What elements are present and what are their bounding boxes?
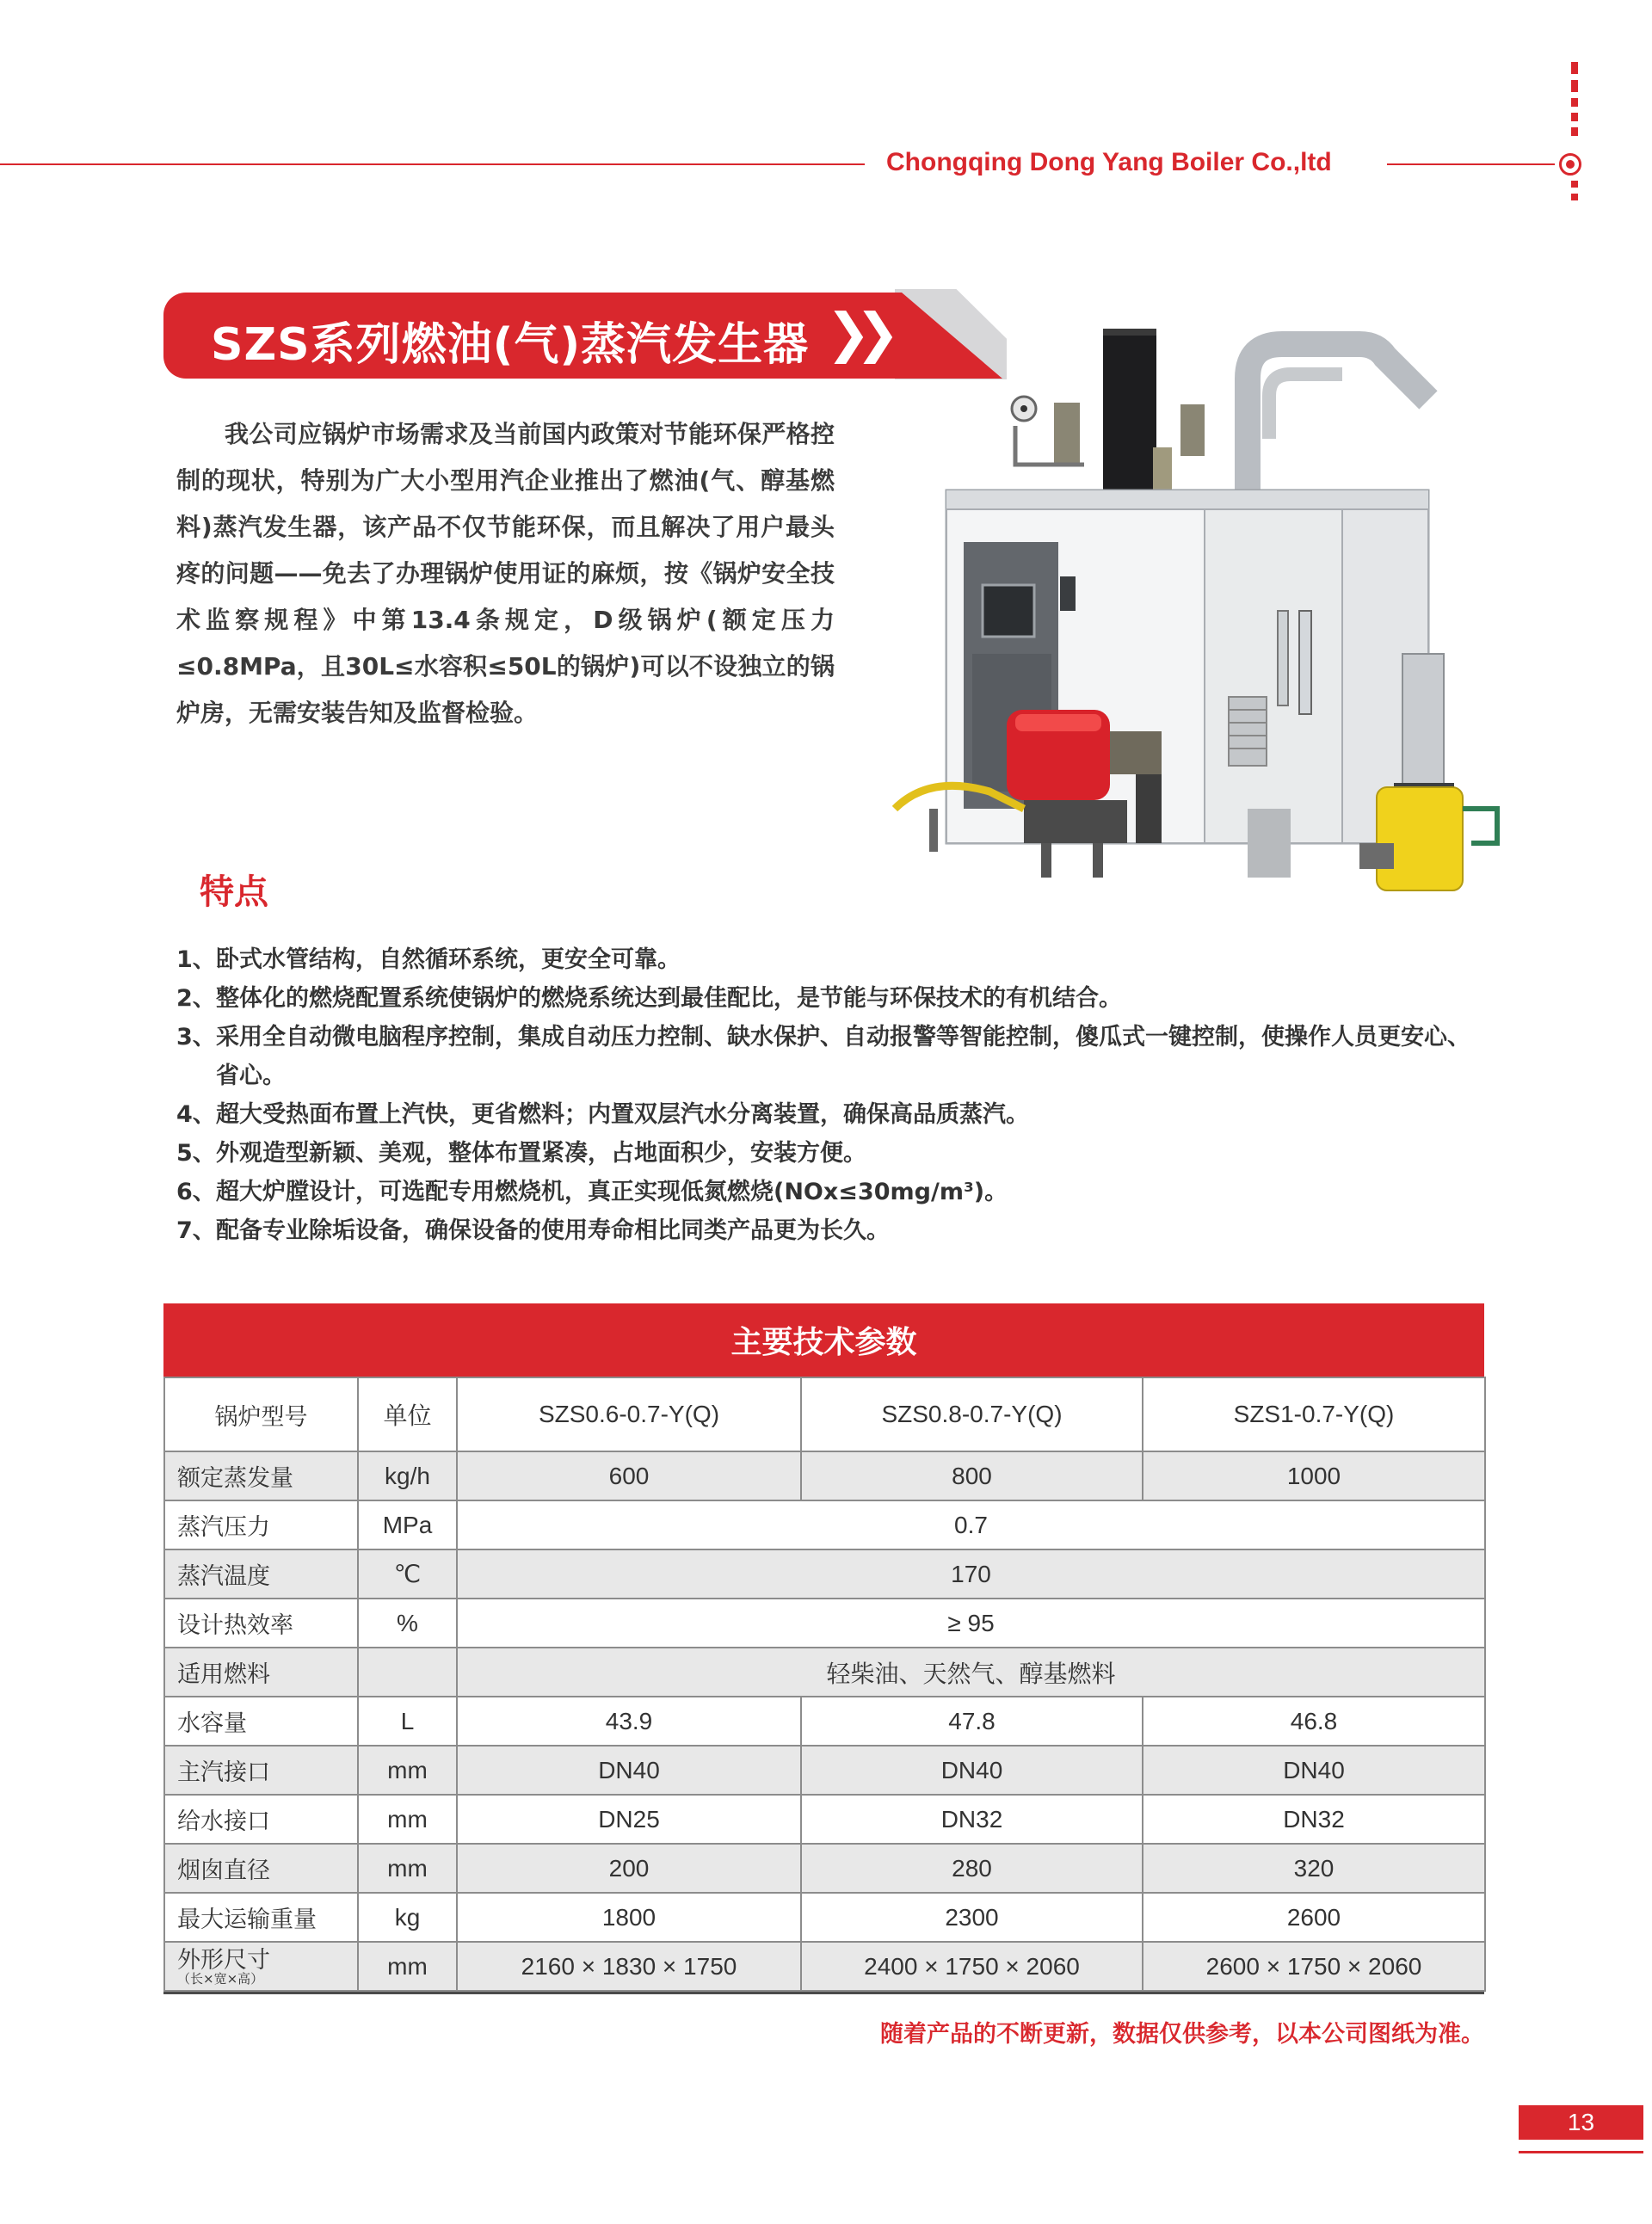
row-label: 最大运输重量 xyxy=(164,1893,358,1942)
list-item-text: 整体化的燃烧配置系统使锅炉的燃烧系统达到最佳配比，是节能与环保技术的有机结合。 xyxy=(216,985,1122,1012)
row-value: 43.9 xyxy=(457,1697,801,1746)
target-icon xyxy=(1559,153,1581,176)
row-value: 2600 xyxy=(1143,1893,1485,1942)
row-unit: mm xyxy=(358,1942,457,1991)
row-value: 2160 × 1830 × 1750 xyxy=(457,1942,801,1991)
list-item-number: 6、 xyxy=(176,1179,216,1205)
row-value: DN32 xyxy=(801,1795,1143,1844)
spec-table xyxy=(163,1303,1484,1994)
list-item-text: 采用全自动微电脑程序控制，集成自动压力控制、缺水保护、自动报警等智能控制，傻瓜式一键控制，使操作人员更安心、省心。 xyxy=(216,1024,1470,1089)
row-label-sub: （长×宽×高） xyxy=(177,1970,264,1987)
header-cell-model: 锅炉型号 xyxy=(164,1377,358,1451)
list-item xyxy=(176,1211,1484,1250)
row-value: 1000 xyxy=(1143,1451,1485,1500)
header-decoration-dots xyxy=(1571,181,1578,206)
list-item-text: 超大炉膛设计，可选配专用燃烧机，真正实现低氮燃烧(NOx≤30mg/m³)。 xyxy=(216,1179,1008,1205)
row-unit: mm xyxy=(358,1795,457,1844)
list-item-number: 1、 xyxy=(176,946,216,973)
list-item-number: 5、 xyxy=(176,1140,216,1167)
row-unit xyxy=(358,1648,457,1697)
table-row xyxy=(164,1451,1485,1500)
row-label xyxy=(164,1942,358,1991)
table-row xyxy=(164,1893,1485,1942)
header-cell-unit: 单位 xyxy=(358,1377,457,1451)
company-name: Chongqing Dong Yang Boiler Co.,ltd xyxy=(886,148,1332,176)
table-row xyxy=(164,1500,1485,1549)
row-unit: ℃ xyxy=(358,1549,457,1599)
row-unit: % xyxy=(358,1599,457,1648)
header-decoration-bars xyxy=(1571,62,1578,142)
table-bottom-rule xyxy=(163,1992,1484,1994)
list-item-text: 配备专业除垢设备，确保设备的使用寿命相比同类产品更为长久。 xyxy=(216,1217,890,1244)
list-item-text: 卧式水管结构，自然循环系统，更安全可靠。 xyxy=(216,946,681,973)
row-label: 烟囱直径 xyxy=(164,1844,358,1893)
table-row xyxy=(164,1697,1485,1746)
row-value: DN25 xyxy=(457,1795,801,1844)
row-value: DN40 xyxy=(1143,1746,1485,1795)
table-row xyxy=(164,1648,1485,1697)
row-unit: MPa xyxy=(358,1500,457,1549)
list-item-number: 7、 xyxy=(176,1217,216,1244)
list-item-text: 外观造型新颖、美观，整体布置紧凑，占地面积少，安装方便。 xyxy=(216,1140,866,1167)
row-unit: kg/h xyxy=(358,1451,457,1500)
page-number-rule xyxy=(1519,2151,1643,2153)
header-rule-left xyxy=(0,163,865,165)
list-item-number: 2、 xyxy=(176,985,216,1012)
header-cell-model-1: SZS0.6-0.7-Y(Q) xyxy=(457,1377,801,1451)
list-item xyxy=(176,1134,1484,1173)
list-item-number: 4、 xyxy=(176,1101,216,1128)
row-unit: mm xyxy=(358,1844,457,1893)
table-row xyxy=(164,1549,1485,1599)
features-title: 特点 xyxy=(200,872,268,912)
row-label: 水容量 xyxy=(164,1697,358,1746)
row-merged-value: 轻柴油、天然气、醇基燃料 xyxy=(457,1648,1485,1697)
spec-table-title: 主要技术参数 xyxy=(163,1303,1484,1377)
row-value: DN40 xyxy=(457,1746,801,1795)
list-item xyxy=(176,1173,1484,1211)
row-value: 2300 xyxy=(801,1893,1143,1942)
row-value: 320 xyxy=(1143,1844,1485,1893)
page-number: 13 xyxy=(1519,2105,1643,2140)
list-item-number: 3、 xyxy=(176,1024,216,1050)
row-merged-value: ≥ 95 xyxy=(457,1599,1485,1648)
header-cell-model-2: SZS0.8-0.7-Y(Q) xyxy=(801,1377,1143,1451)
steam-generator-illustration xyxy=(878,327,1506,903)
row-label: 主汽接口 xyxy=(164,1746,358,1795)
table-row xyxy=(164,1746,1485,1795)
row-label: 适用燃料 xyxy=(164,1648,358,1697)
list-item xyxy=(176,1095,1484,1134)
row-value: 47.8 xyxy=(801,1697,1143,1746)
table-row xyxy=(164,1942,1485,1991)
row-label: 设计热效率 xyxy=(164,1599,358,1648)
row-label: 给水接口 xyxy=(164,1795,358,1844)
row-value: 1800 xyxy=(457,1893,801,1942)
table-row xyxy=(164,1844,1485,1893)
list-item xyxy=(176,940,1484,979)
row-unit: mm xyxy=(358,1746,457,1795)
row-value: 800 xyxy=(801,1451,1143,1500)
features-list xyxy=(176,940,1484,1250)
spec-table-grid xyxy=(163,1377,1486,1992)
list-item xyxy=(176,979,1484,1018)
row-label: 蒸汽温度 xyxy=(164,1549,358,1599)
table-row xyxy=(164,1599,1485,1648)
row-value: 2600 × 1750 × 2060 xyxy=(1143,1942,1485,1991)
row-merged-value: 170 xyxy=(457,1549,1485,1599)
list-item-text: 超大受热面布置上汽快，更省燃料；内置双层汽水分离装置，确保高品质蒸汽。 xyxy=(216,1101,1029,1128)
row-unit: kg xyxy=(358,1893,457,1942)
double-chevron-icon: ❯❯ xyxy=(826,301,885,364)
list-item xyxy=(176,1018,1484,1095)
row-label: 蒸汽压力 xyxy=(164,1500,358,1549)
row-unit: L xyxy=(358,1697,457,1746)
disclaimer-note: 随着产品的不断更新，数据仅供参考，以本公司图纸为准。 xyxy=(880,2021,1484,2048)
row-label: 额定蒸发量 xyxy=(164,1451,358,1500)
row-value: 200 xyxy=(457,1844,801,1893)
header-rule-right xyxy=(1387,163,1555,165)
page-title: SZS系列燃油(气)蒸汽发生器 xyxy=(211,319,810,371)
row-label-main: 外形尺寸 xyxy=(177,1946,270,1974)
row-value: DN40 xyxy=(801,1746,1143,1795)
row-value: DN32 xyxy=(1143,1795,1485,1844)
row-value: 2400 × 1750 × 2060 xyxy=(801,1942,1143,1991)
intro-paragraph: 我公司应锅炉市场需求及当前国内政策对节能环保严格控制的现状，特别为广大小型用汽企业推出了燃油(气、醇基燃料)蒸汽发生器，该产品不仅节能环保，而且解决了用户最头疼的问题——免去了办理锅炉使用证的麻烦，按《锅炉安全技术监察规程》中第13.4条规定，D级锅炉(额定压力≤0.8MPa，且30L≤水容积≤50L的锅炉)可以不设独立的锅炉房，无需安装告知及监督检验。 xyxy=(176,420,835,727)
table-row xyxy=(164,1795,1485,1844)
row-value: 46.8 xyxy=(1143,1697,1485,1746)
row-value: 280 xyxy=(801,1844,1143,1893)
header-cell-model-3: SZS1-0.7-Y(Q) xyxy=(1143,1377,1485,1451)
row-merged-value: 0.7 xyxy=(457,1500,1485,1549)
row-value: 600 xyxy=(457,1451,801,1500)
table-header-row xyxy=(164,1377,1485,1451)
